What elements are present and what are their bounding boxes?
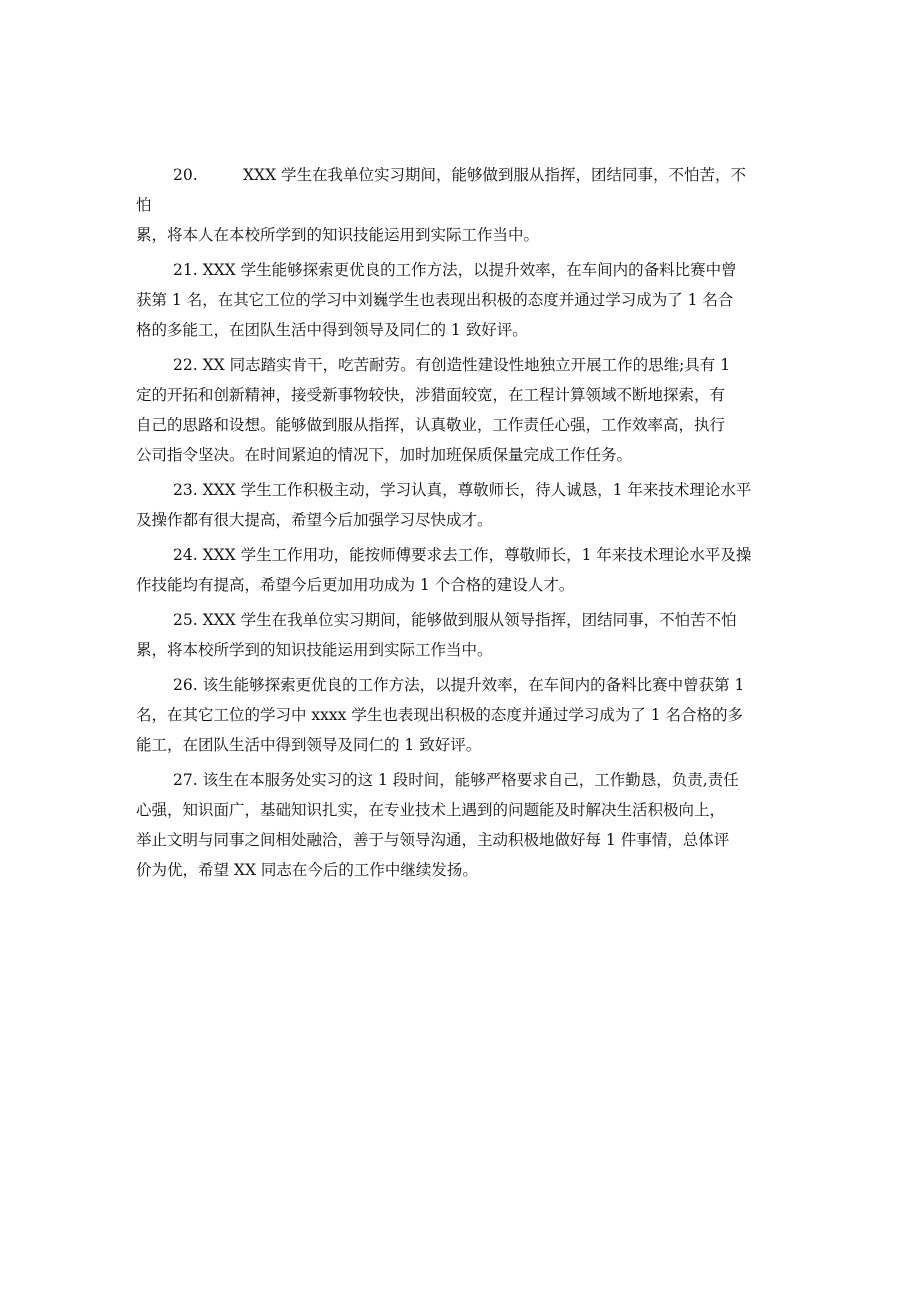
paragraph-24	[136, 540, 786, 600]
paragraph-line: 25. XXX 学生在我单位实习期间，能够做到服从领导指挥，团结同事，不怕苦不怕	[173, 611, 737, 629]
paragraph-line: 心强，知识面广，基础知识扎实，在专业技术上遇到的问题能及时解决生活积极向上，	[136, 801, 726, 819]
item-number: 20.	[173, 166, 198, 184]
paragraph-line: 格的多能工，在团队生活中得到领导及同仁的 1 致好评。	[136, 321, 528, 339]
paragraph-line: 累，将本校所学到的知识技能运用到实际工作当中。	[136, 641, 493, 659]
paragraph-line: 21. XXX 学生能够探索更优良的工作方法，以提升效率，在车间内的备料比赛中曾	[173, 261, 737, 279]
paragraph-line: 累，将本人在本校所学到的知识技能运用到实际工作当中。	[136, 226, 540, 244]
paragraph-20	[136, 160, 786, 250]
paragraph-25	[136, 605, 786, 665]
paragraph-line: 定的开拓和创新精神，接受新事物较快，涉猎面较宽，在工程计算领域不断地探索，有	[136, 386, 726, 404]
paragraph-line	[136, 160, 786, 190]
paragraph-line: 自己的思路和设想。能够做到服从指挥，认真敬业，工作责任心强，工作效率高，执行	[136, 416, 726, 434]
paragraph-line: 能工，在团队生活中得到领导及同仁的 1 致好评。	[136, 736, 482, 754]
paragraph-26	[136, 670, 786, 760]
paragraph-line: 获第 1 名，在其它工位的学习中刘巍学生也表现出积极的态度并通过学习成为了 1 名合	[136, 291, 734, 309]
line-text: XXX 学生在我单位实习期间，能够做到服从指挥，团结同事，不怕苦，不	[243, 166, 747, 184]
paragraph-21	[136, 255, 786, 345]
paragraph-22	[136, 350, 786, 470]
paragraph-line: 24. XXX 学生工作用功，能按师傅要求去工作，尊敬师长，1 年来技术理论水平及操	[173, 546, 752, 564]
paragraph-line: 价为优，希望 XX 同志在今后的工作中继续发扬。	[136, 861, 478, 879]
paragraph-line: 23. XXX 学生工作积极主动，学习认真，尊敬师长，待人诚恳，1 年来技术理论水平	[173, 481, 752, 499]
paragraph-line: 公司指令坚决。在时间紧迫的情况下，加时加班保质保量完成工作任务。	[136, 446, 633, 464]
paragraph-line: 27. 该生在本服务处实习的这 1 段时间，能够严格要求自己，工作勤恳，负责,责任	[173, 771, 739, 789]
paragraph-line: 作技能均有提高，希望今后更加用功成为 1 个合格的建设人才。	[136, 576, 575, 594]
paragraph-line: 怕	[136, 196, 152, 214]
paragraph-line: 举止文明与同事之间相处融洽，善于与领导沟通，主动积极地做好每 1 件事情，总体评	[136, 831, 730, 849]
paragraph-line: 26. 该生能够探索更优良的工作方法，以提升效率，在车间内的备料比赛中曾获第 1	[173, 676, 745, 694]
paragraph-line: 名，在其它工位的学习中 xxxx 学生也表现出积极的态度并通过学习成为了 1 名合格的多	[136, 706, 744, 724]
paragraph-23	[136, 475, 786, 535]
paragraph-27	[136, 765, 786, 885]
paragraph-line: 及操作都有很大提高，希望今后加强学习尽快成才。	[136, 511, 493, 529]
document-body	[136, 160, 786, 890]
paragraph-line: 22. XX 同志踏实肯干，吃苦耐劳。有创造性建设性地独立开展工作的思维;具有 1	[173, 356, 731, 374]
